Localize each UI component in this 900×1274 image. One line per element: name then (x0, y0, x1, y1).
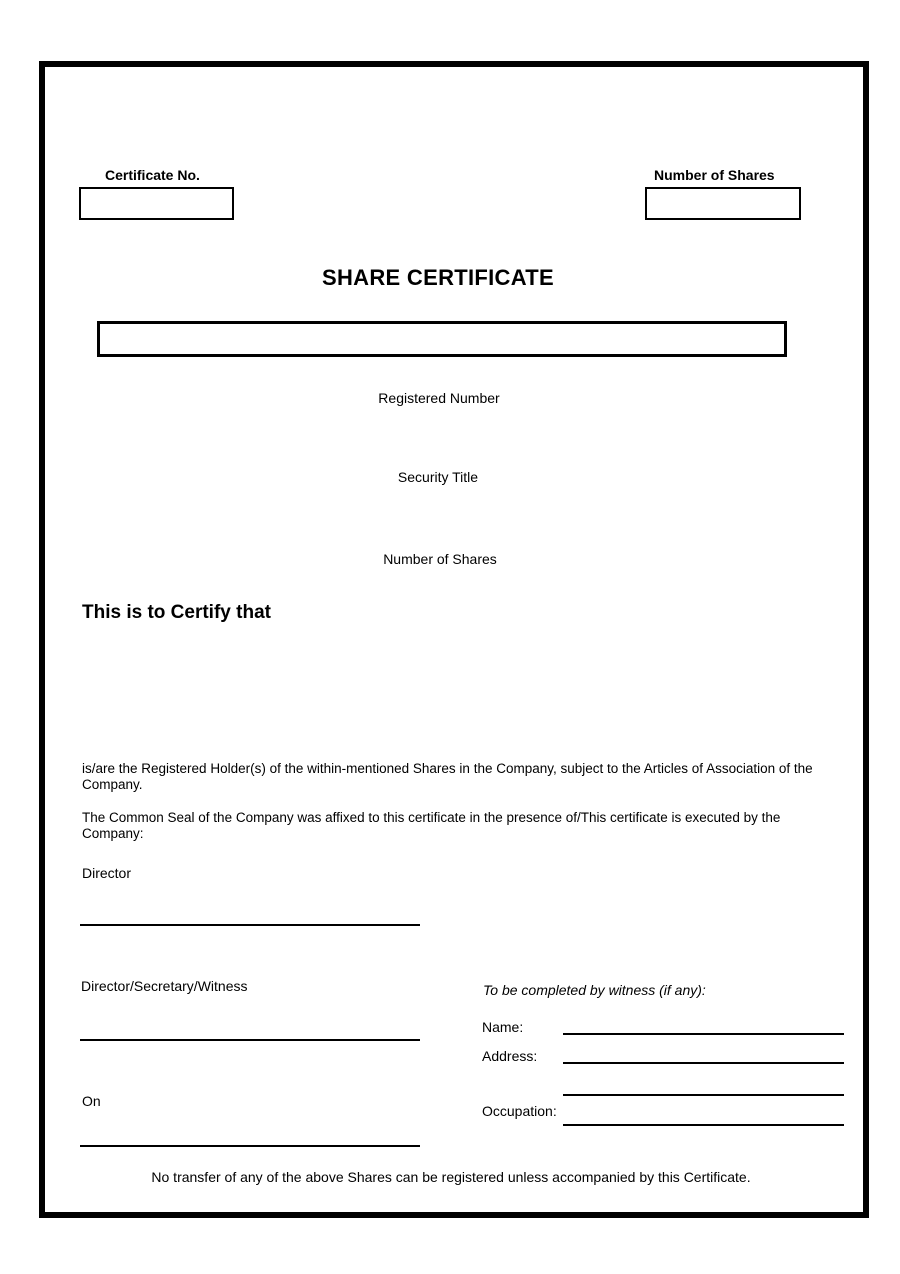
witness-name-label: Name: (482, 1019, 524, 1035)
number-of-shares-header-label: Number of Shares (654, 167, 775, 183)
holder-paragraph: is/are the Registered Holder(s) of the within-mentioned Shares in the Company, subject to the Articles of Association of the Company. (82, 761, 813, 792)
footer-notice: No transfer of any of the above Shares can be registered unless accompanied by this Certificate. (151, 1169, 751, 1185)
number-of-shares-field[interactable] (645, 187, 801, 220)
witness-address-line-2[interactable] (563, 1094, 844, 1096)
registered-number-label: Registered Number (378, 390, 500, 406)
certificate-no-label: Certificate No. (105, 167, 200, 183)
witness-name-line[interactable] (563, 1033, 844, 1035)
secretary-signature-line[interactable] (80, 1039, 420, 1041)
director-signature-line[interactable] (80, 924, 420, 926)
director-label: Director (82, 865, 132, 881)
director-secretary-witness-label: Director/Secretary/Witness (81, 978, 248, 994)
witness-heading: To be completed by witness (if any): (483, 982, 706, 998)
certificate-border (39, 61, 869, 1218)
security-title-label: Security Title (397, 469, 479, 485)
witness-occupation-label: Occupation: (482, 1103, 557, 1119)
on-label: On (82, 1093, 101, 1109)
date-line[interactable] (80, 1145, 420, 1147)
seal-paragraph: The Common Seal of the Company was affixed to this certificate in the presence of/This certificate is executed by the Company: (82, 810, 781, 841)
company-name-field[interactable] (97, 321, 787, 357)
witness-occupation-line[interactable] (563, 1124, 844, 1126)
certify-heading: This is to Certify that (82, 602, 271, 623)
page-title: SHARE CERTIFICATE (321, 265, 555, 290)
number-of-shares-label: Number of Shares (383, 551, 497, 567)
witness-address-label: Address: (482, 1048, 538, 1064)
witness-address-line-1[interactable] (563, 1062, 844, 1064)
certificate-no-field[interactable] (79, 187, 234, 220)
